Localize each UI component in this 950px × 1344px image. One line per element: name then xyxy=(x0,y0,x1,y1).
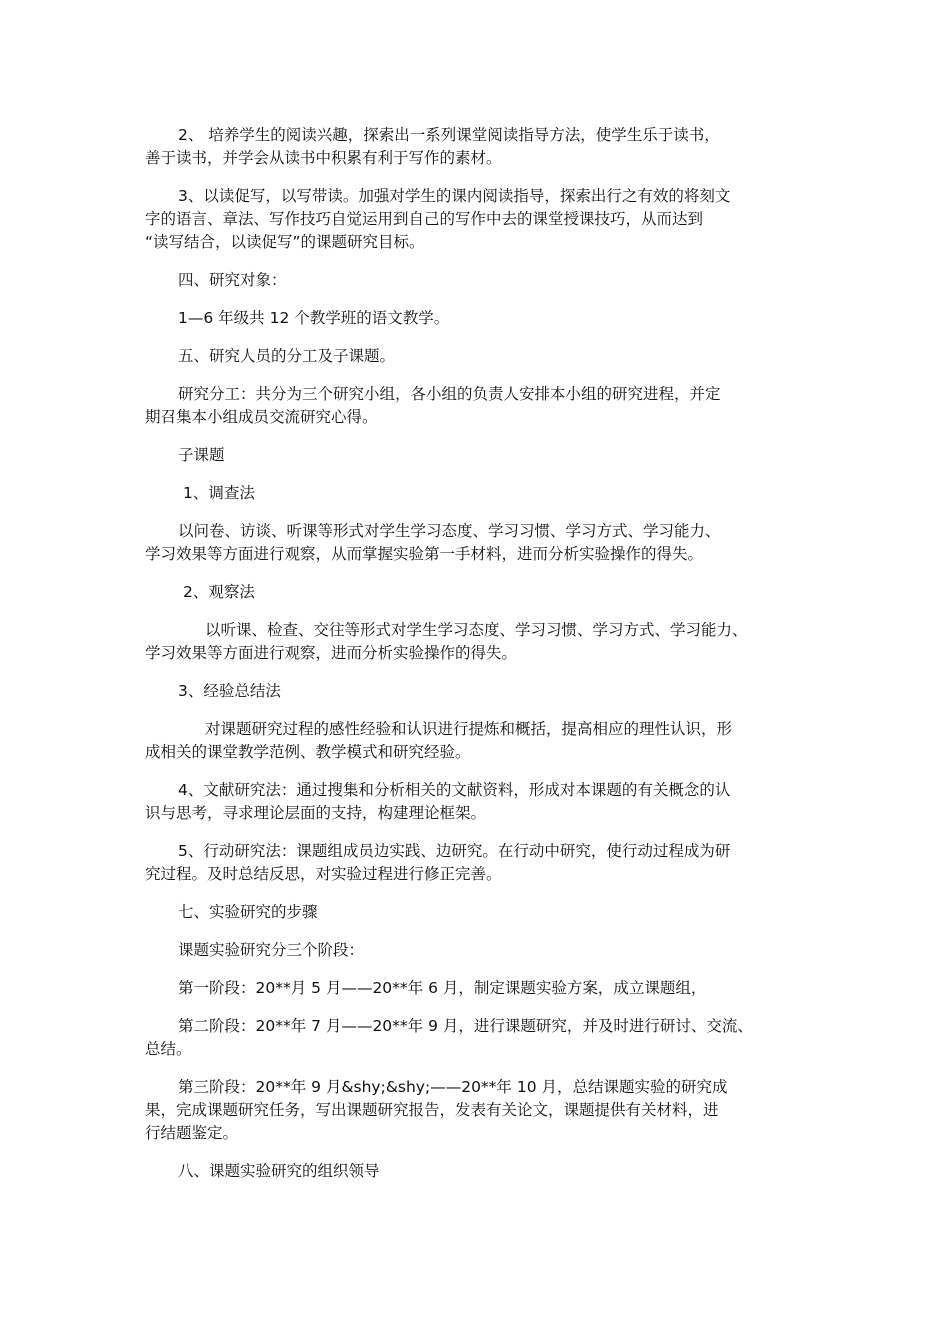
text-line: 第二阶段：20**年 7 月——20**年 9 月，进行课题研究，并及时进行研讨、交流、 xyxy=(178,1017,753,1035)
text-line: 5、行动研究法：课题组成员边实践、边研究。在行动中研究，使行动过程成为研 xyxy=(178,842,731,860)
heading-survey-method xyxy=(145,482,815,505)
heading-experiment-steps xyxy=(145,901,815,924)
text-line: 2、观察法 xyxy=(183,583,255,601)
paragraph-stage-2 xyxy=(145,1015,815,1061)
text-line: 总结。 xyxy=(145,1040,192,1058)
text-line: “读写结合，以读促写”的课题研究目标。 xyxy=(145,233,425,251)
text-line: 子课题 xyxy=(178,446,225,464)
text-line: 成相关的课堂教学范例、教学模式和研究经验。 xyxy=(145,743,471,761)
heading-experience-method xyxy=(145,680,815,703)
text-line: 果，完成课题研究任务，写出课题研究报告，发表有关论文，课题提供有关材料，进 xyxy=(145,1101,719,1119)
text-line: 课题实验研究分三个阶段： xyxy=(178,941,365,959)
heading-observation-method xyxy=(145,581,815,604)
text-line: 以听课、检查、交往等形式对学生学习态度、学习习惯、学习方式、学习能力、 xyxy=(205,621,748,639)
heading-organization xyxy=(145,1160,815,1183)
text-line: 3、以读促写，以写带读。加强对学生的课内阅读指导，探索出行之有效的将刻文 xyxy=(178,187,731,205)
paragraph-survey-method xyxy=(145,520,815,566)
text-line: 研究分工：共分为三个研究小组，各小组的负责人安排本小组的研究进程，并定 xyxy=(178,385,721,403)
text-line: 学习效果等方面进行观察，进而分析实验操作的得失。 xyxy=(145,644,518,662)
text-line: 行结题鉴定。 xyxy=(145,1124,239,1142)
paragraph-research-division xyxy=(145,383,815,429)
text-line: 3、经验总结法 xyxy=(178,682,281,700)
text-line: 第一阶段：20**月 5 月——20**年 6 月，制定课题实验方案，成立课题组， xyxy=(178,979,707,997)
paragraph-research-subjects xyxy=(145,307,815,330)
paragraph-literature-method xyxy=(145,779,815,825)
paragraph-three-stages xyxy=(145,939,815,962)
heading-research-subjects xyxy=(145,269,815,292)
paragraph-goal-3 xyxy=(145,185,815,254)
text-line: 4、文献研究法：通过搜集和分析相关的文献资料，形成对本课题的有关概念的认 xyxy=(178,781,731,799)
paragraph-observation-method xyxy=(145,619,815,665)
text-line: 四、研究对象： xyxy=(178,271,287,289)
text-line: 字的语言、章法、写作技巧自觉运用到自己的写作中去的课堂授课技巧，从而达到 xyxy=(145,210,704,228)
text-line: 第三阶段：20**年 9 月&shy;&shy;——20**年 10 月，总结课题实验的研究成 xyxy=(178,1078,728,1096)
paragraph-goal-2 xyxy=(145,124,815,170)
text-line: 七、实验研究的步骤 xyxy=(178,903,318,921)
paragraph-stage-1 xyxy=(145,977,815,1000)
paragraph-action-method xyxy=(145,840,815,886)
text-line: 1、调查法 xyxy=(183,484,255,502)
text-line: 期召集本小组成员交流研究心得。 xyxy=(145,408,378,426)
heading-sub-topics xyxy=(145,444,815,467)
text-line: 2、 培养学生的阅读兴趣，探索出一系列课堂阅读指导方法，使学生乐于读书， xyxy=(178,126,720,144)
text-line: 善于读书，并学会从读书中积累有利于写作的素材。 xyxy=(145,149,502,167)
paragraph-experience-method xyxy=(145,718,815,764)
text-line: 学习效果等方面进行观察，从而掌握实验第一手材料，进而分析实验操作的得失。 xyxy=(145,545,704,563)
text-line: 八、课题实验研究的组织领导 xyxy=(178,1162,380,1180)
text-line: 识与思考，寻求理论层面的支持，构建理论框架。 xyxy=(145,804,487,822)
text-line: 以问卷、访谈、听课等形式对学生学习态度、学习习惯、学习方式、学习能力、 xyxy=(178,522,721,540)
heading-research-staff xyxy=(145,345,815,368)
document-body xyxy=(145,124,815,1198)
text-line: 对课题研究过程的感性经验和认识进行提炼和概括，提高相应的理性认识，形 xyxy=(205,720,733,738)
text-line: 究过程。及时总结反思，对实验过程进行修正完善。 xyxy=(145,865,502,883)
text-line: 1—6 年级共 12 个教学班的语文教学。 xyxy=(178,309,450,327)
text-line: 五、研究人员的分工及子课题。 xyxy=(178,347,396,365)
paragraph-stage-3 xyxy=(145,1076,815,1145)
